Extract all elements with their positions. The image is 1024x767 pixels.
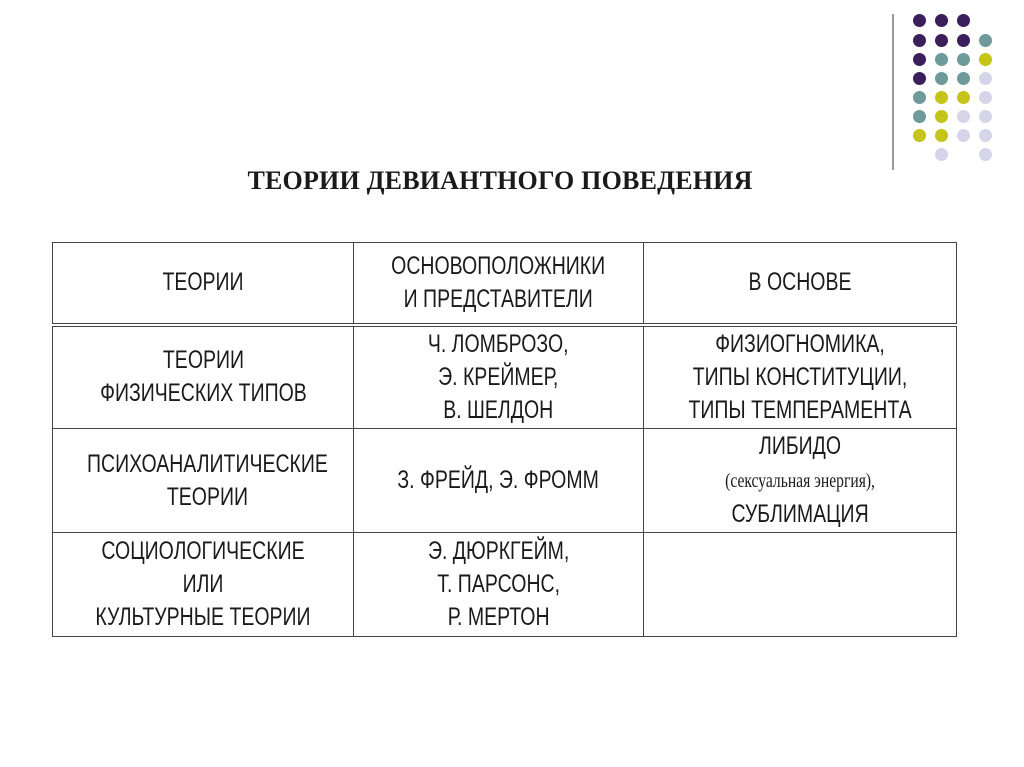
header-label: ОСНОВОПОЛОЖНИКИ И ПРЕДСТАВИТЕЛИ (391, 251, 606, 313)
decorative-dot (979, 72, 992, 85)
basis-line: СУБЛИМАЦИЯ (731, 500, 869, 528)
decorative-dot (957, 72, 970, 85)
founders-cell (354, 325, 644, 429)
decorative-dot (979, 34, 992, 47)
decorative-dot (935, 91, 948, 104)
founders-names: Э. ДЮРКГЕЙМ, Т. ПАРСОНС, Р. МЕРТОН (427, 537, 570, 631)
theories-table (52, 242, 957, 637)
basis-cell (644, 429, 957, 533)
decorative-dot (935, 53, 948, 66)
basis-line: ЛИБИДО (758, 432, 841, 460)
founders-names: З. ФРЕЙД, Э. ФРОММ (397, 466, 600, 494)
decorative-dot (935, 34, 948, 47)
decorative-dot (935, 72, 948, 85)
basis-text: ФИЗИОГНОМИКА, ТИПЫ КОНСТИТУЦИИ, ТИПЫ ТЕМПЕРАМЕНТА (688, 329, 912, 424)
basis-text (725, 430, 875, 531)
decorative-dot (913, 34, 926, 47)
decorative-dot (957, 129, 970, 142)
decorative-dot (957, 14, 970, 27)
header-cell-founders (354, 243, 644, 325)
decorative-dot (913, 129, 926, 142)
decorative-dot (957, 34, 970, 47)
theory-name: ПСИХОАНАЛИТИЧЕСКИЕ ТЕОРИИ (86, 449, 328, 511)
decorative-dot (935, 110, 948, 123)
basis-line-note: (сексуальная энергия), (725, 470, 875, 492)
decorative-divider-line (892, 14, 894, 170)
table-row (53, 429, 957, 533)
decorative-dot-grid (0, 0, 1024, 180)
decorative-dot (913, 53, 926, 66)
decorative-dot (913, 14, 926, 27)
theory-cell (53, 325, 354, 429)
table-row (53, 533, 957, 637)
header-cell-basis (644, 243, 957, 325)
decorative-dot (913, 110, 926, 123)
decorative-dot (957, 91, 970, 104)
theory-cell (53, 429, 354, 533)
decorative-dot (957, 53, 970, 66)
decorative-dot (935, 129, 948, 142)
header-cell-theories (53, 243, 354, 325)
table-header-row (53, 243, 957, 325)
table-row (53, 325, 957, 429)
founders-names: Ч. ЛОМБРОЗО, Э. КРЕЙМЕР, В. ШЕЛДОН (428, 329, 569, 424)
basis-cell (644, 533, 957, 637)
basis-cell (644, 325, 957, 429)
decorative-dot (979, 110, 992, 123)
decorative-dot (913, 91, 926, 104)
decorative-dot (979, 53, 992, 66)
header-label: В ОСНОВЕ (748, 268, 852, 297)
theory-name: СОЦИОЛОГИЧЕСКИЕ ИЛИ КУЛЬТУРНЫЕ ТЕОРИИ (95, 537, 311, 631)
decorative-dot (913, 72, 926, 85)
founders-cell (354, 533, 644, 637)
header-label: ТЕОРИИ (162, 268, 244, 297)
founders-cell (354, 429, 644, 533)
theory-name: ТЕОРИИ ФИЗИЧЕСКИХ ТИПОВ (99, 346, 307, 408)
decorative-dot (979, 148, 992, 161)
decorative-dot (979, 91, 992, 104)
decorative-dot (935, 14, 948, 27)
theory-cell (53, 533, 354, 637)
slide-title: ТЕОРИИ ДЕВИАНТНОГО ПОВЕДЕНИЯ (247, 166, 753, 195)
decorative-dot (979, 129, 992, 142)
decorative-dot (935, 148, 948, 161)
decorative-dot (957, 110, 970, 123)
